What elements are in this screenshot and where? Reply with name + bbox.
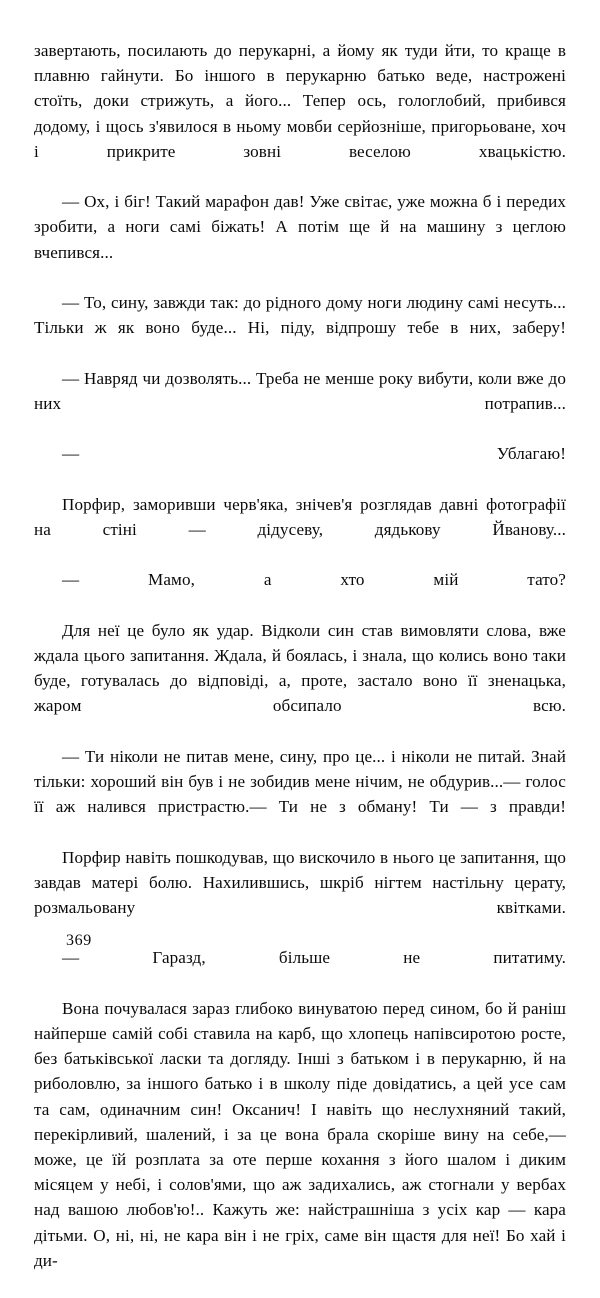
paragraph: — Мамо, а хто мій тато? [62, 570, 566, 590]
paragraph: Порфир, заморивши черв'яка, знічев'я розглядав давні фотографії на стіні — дідусеву, дядькову Йванову... [34, 494, 566, 539]
paragraph: завертають, посилають до перукарні, а йому як туди йти, то краще в плавню гайнути. Бо іншого в перукарню батько веде, настрожені стоїть, доки стрижуть, а його... Тепер ось, гологлобий, прибився додому, і щось з'явилося в ньому мовби серйозніше, пригорьоване, хоч і прикрите зовні веселою хвацькістю. [34, 41, 566, 161]
paragraph: Вона почувалася зараз глибоко винуватою перед сином, бо й раніш найперше самій собі ставила на карб, що хлопець напівсиротою росте, без батьківської ласки та догляду. Інші з батьком і в перукарню, й на риболовлю, за іншого батько і в школу піде довідатись, а цей усе сам та сам, одиначним син! Оксанич! І навіть що неслухняний такий, перекірливий, шалений, і за це вона брала скоріше вину на себе,— може, це їй розплата за оте перше кохання з його шалом і диким місяцем у небі, і солов'ями, що аж задихались, аж стогнали у вербах над вашою любов'ю!.. Кажуть же: найстрашніша з усіх кар — кара дітьми. О, ні, ні, не кара він і не гріх, саме він щастя для неї! Бо хай і ди- [34, 998, 566, 1270]
page-text-body [34, 38, 566, 1298]
paragraph: — Навряд чи дозволять... Треба не менше року вибути, коли вже до них потрапив... [34, 368, 566, 413]
paragraph: — Ох, і біг! Такий марафон дав! Уже світає, уже можна б і передих зробити, а ноги самі біжать! А потім ще й на машину з цеглою вчепився... [34, 192, 566, 262]
paragraph: — То, сину, завжди так: до рідного дому ноги людину самі несуть... Тільки ж як воно буде... Ні, піду, відпрошу тебе в них, заберу! [34, 293, 566, 338]
paragraph: Для неї це було як удар. Відколи син став вимовляти слова, вже ждала цього запитання. Ждала, й боялась, і знала, що колись воно таки буде, готувалась до відповіді, а, проте, застало воно її зненацька, жаром обсипало всю. [34, 620, 566, 716]
paragraph: Порфир навіть пошкодував, що вискочило в нього це запитання, що завдав матері болю. Нахилившись, шкріб нігтем настільну церату, розмальовану квітками. [34, 847, 566, 917]
page-number: 369 [66, 932, 92, 949]
paragraph: — Ублагаю! [62, 444, 566, 464]
paragraph: — Гаразд, більше не питатиму. [62, 948, 566, 968]
paragraph: — Ти ніколи не питав мене, сину, про це... і ніколи не питай. Знай тільки: хороший він був і не зобидив мене нічим, не обдурив...— голос її аж налився пристрастю.— Ти не з обману! Ти — з правди! [34, 746, 566, 817]
